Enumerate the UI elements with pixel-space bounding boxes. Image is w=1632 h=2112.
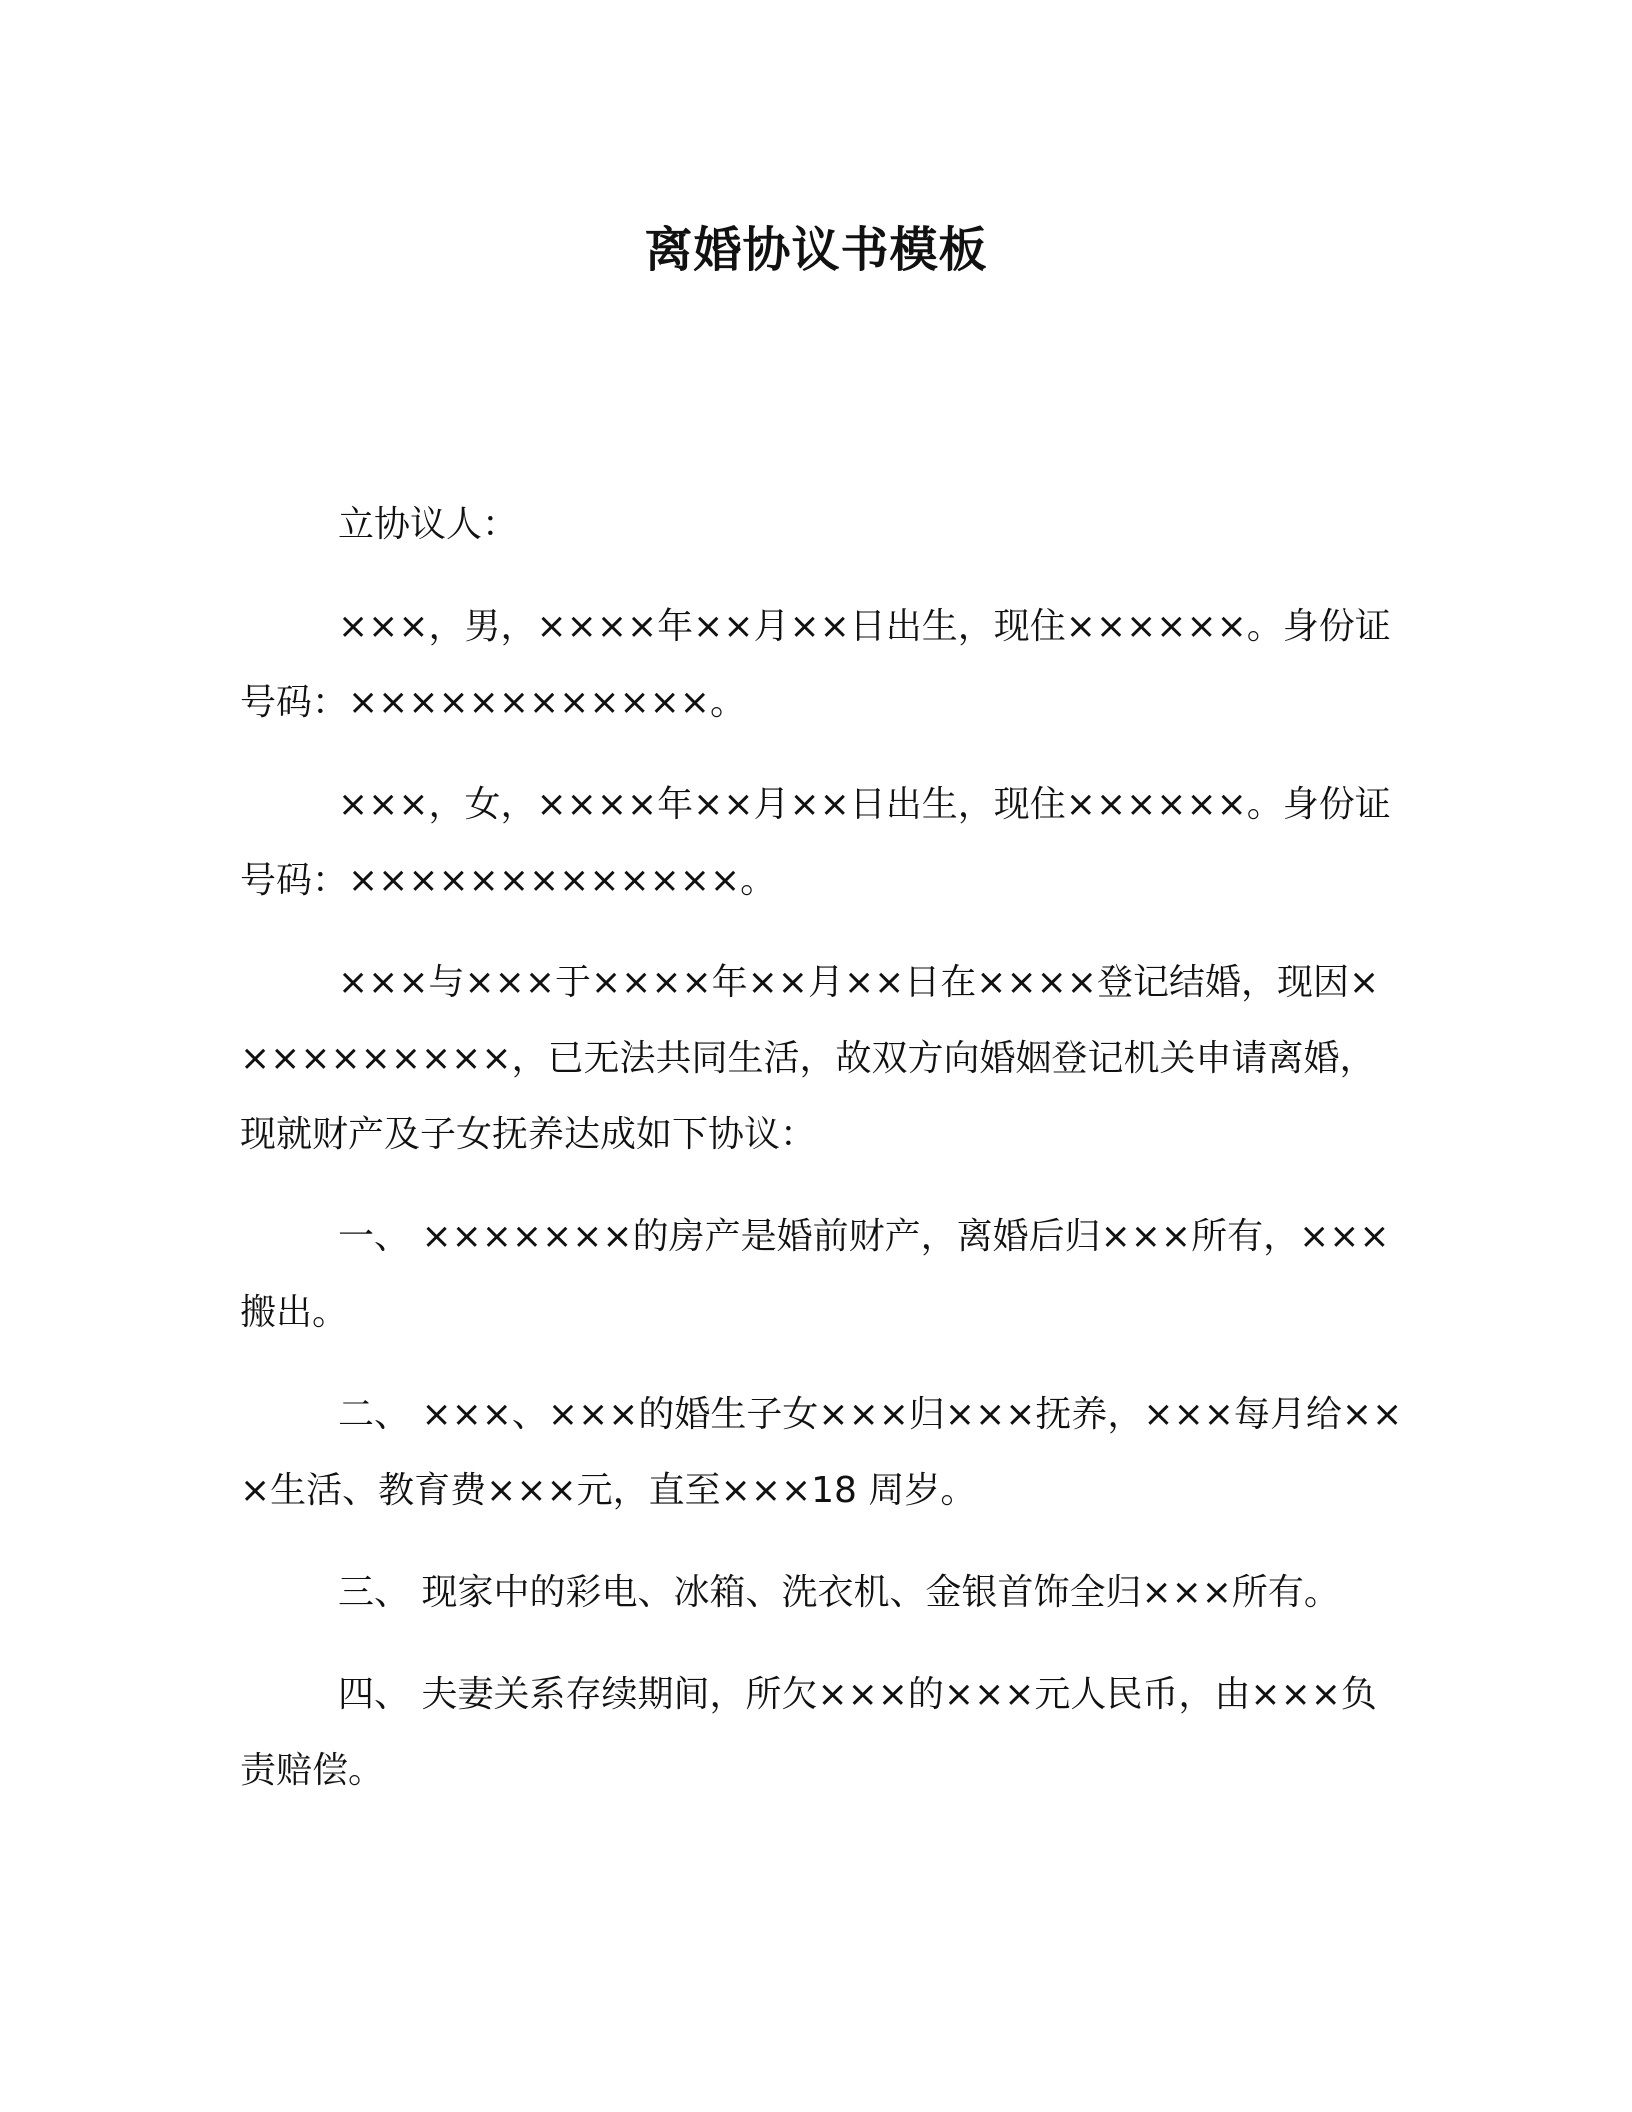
- party-male-info: ×××，男，××××年××月××日出生，现住××××××。身份证号码：××××××××××××。: [240, 606, 1391, 723]
- party-female-info: ×××，女，××××年××月××日出生，现住××××××。身份证号码：×××××××××××××。: [240, 784, 1391, 901]
- clause-2-child-custody: 二、 ×××、×××的婚生子女×××归×××抚养，×××每月给×××生活、教育费×××元，直至×××18 周岁。: [240, 1394, 1403, 1511]
- document-title: 离婚协议书模板: [644, 222, 988, 278]
- clause-1-property: 一、 ×××××××的房产是婚前财产，离婚后归×××所有，×××搬出。: [240, 1216, 1390, 1333]
- clause-4-debt: 四、 夫妻关系存续期间，所欠×××的×××元人民币，由×××负责赔偿。: [240, 1674, 1377, 1791]
- clause-3-household-items: 三、 现家中的彩电、冰箱、洗衣机、金银首饰全归×××所有。: [338, 1572, 1340, 1613]
- party-heading: 立协议人：: [338, 504, 519, 545]
- document-body: [240, 487, 1404, 1835]
- marriage-statement: ×××与×××于××××年××月××日在××××登记结婚，现因××××××××××，已无法共同生活，故双方向婚姻登记机关申请离婚，现就财产及子女抚养达成如下协议：: [240, 962, 1380, 1155]
